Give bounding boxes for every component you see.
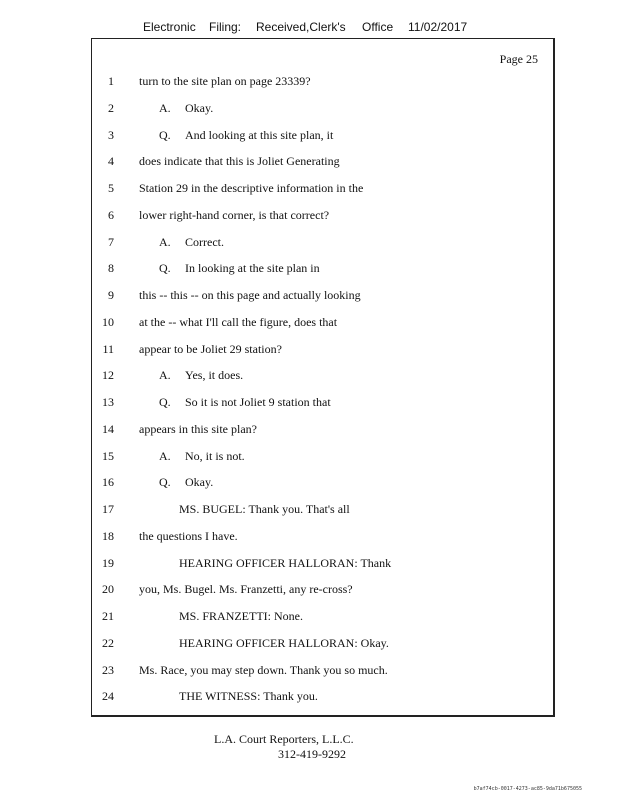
line-number: 2	[108, 100, 114, 115]
speaker-label: Q.	[159, 261, 171, 276]
line-number: 20	[102, 582, 114, 597]
line-number: 10	[102, 314, 114, 329]
line-number: 15	[102, 448, 114, 463]
speaker-label: A.	[159, 234, 171, 249]
line-text	[139, 287, 361, 303]
line-text	[139, 367, 243, 383]
filing-header	[143, 20, 467, 34]
line-number: 13	[102, 395, 114, 409]
transcript-line	[92, 260, 552, 276]
line-number: 3	[108, 127, 114, 142]
line-text	[139, 100, 213, 116]
line-text	[139, 127, 333, 143]
line-text	[139, 555, 391, 571]
line-number: 24	[102, 689, 114, 704]
transcript-line	[92, 287, 552, 303]
line-text	[139, 474, 213, 490]
line-number: 6	[108, 207, 114, 222]
transcript-line	[92, 394, 552, 410]
line-body: turn to the site plan on page 23339?	[139, 74, 311, 88]
line-body: lower right-hand corner, is that correct?	[139, 207, 330, 222]
filing-header-date: 11/02/2017	[408, 20, 468, 34]
line-text	[139, 341, 282, 357]
transcript-line	[92, 180, 552, 196]
speaker-label: A.	[159, 100, 171, 115]
line-body: this -- this -- on this page and actually looking	[139, 288, 361, 302]
line-body: MS. BUGEL: Thank you. That's all	[179, 502, 350, 516]
transcript-line	[92, 314, 552, 330]
transcript-line	[92, 367, 552, 383]
speaker-label: Q.	[159, 395, 171, 409]
line-text	[139, 501, 350, 517]
line-body: you, Ms. Bugel. Ms. Franzetti, any re-cross?	[139, 582, 353, 597]
line-text	[139, 581, 353, 597]
speaker-label: A.	[159, 368, 171, 383]
line-text	[139, 528, 238, 544]
transcript-line	[92, 635, 552, 651]
line-body: Ms. Race, you may step down. Thank you so much.	[139, 662, 388, 677]
transcript-line	[92, 528, 552, 544]
transcript-line	[92, 555, 552, 571]
line-number: 9	[108, 288, 114, 302]
line-number: 17	[102, 502, 114, 516]
filing-header-office: Office	[362, 20, 394, 34]
line-text	[139, 153, 340, 169]
filing-header-filing: Filing:	[209, 20, 242, 34]
page-number: Page 25	[499, 52, 538, 66]
line-body: And looking at this site plan, it	[185, 127, 334, 142]
transcript-line	[92, 608, 552, 624]
line-number: 18	[102, 528, 114, 543]
footer-company: L.A. Court Reporters, L.L.C.	[214, 732, 354, 746]
transcript-line	[92, 127, 552, 143]
line-number: 4	[108, 154, 114, 169]
transcript-line	[92, 501, 552, 517]
line-number: 12	[102, 368, 114, 383]
line-text	[139, 688, 318, 704]
transcript-line	[92, 341, 552, 357]
speaker-label: Q.	[159, 127, 171, 142]
line-text	[139, 207, 329, 223]
line-text	[139, 260, 320, 276]
line-number: 16	[102, 475, 114, 490]
transcript-line	[92, 153, 552, 169]
transcript-line	[92, 448, 552, 464]
line-number: 7	[108, 234, 114, 249]
line-text	[139, 662, 388, 678]
transcript-line	[92, 421, 552, 437]
line-body: the questions I have.	[139, 528, 238, 543]
line-text	[139, 180, 363, 196]
line-body: MS. FRANZETTI: None.	[179, 609, 303, 623]
transcript-line	[92, 581, 552, 597]
line-body: at the -- what I'll call the figure, does that	[139, 314, 338, 329]
transcript-line	[92, 688, 552, 704]
line-body: Okay.	[185, 475, 214, 490]
line-body: In looking at the site plan in	[185, 261, 320, 276]
speaker-label: Q.	[159, 475, 171, 490]
transcript-line	[92, 73, 552, 89]
transcript-line	[92, 662, 552, 678]
line-number: 19	[102, 555, 114, 570]
transcript-line	[92, 100, 552, 116]
line-body: So it is not Joliet 9 station that	[185, 395, 331, 409]
line-text	[139, 421, 257, 437]
line-number: 21	[102, 609, 114, 623]
transcript-page	[91, 38, 555, 717]
speaker-label: A.	[159, 448, 171, 463]
transcript-line	[92, 234, 552, 250]
line-body: THE WITNESS: Thank you.	[179, 689, 318, 704]
line-body: HEARING OFFICER HALLORAN: Okay.	[179, 635, 389, 650]
line-number: 11	[102, 341, 114, 356]
line-text	[139, 448, 245, 464]
line-text	[139, 635, 389, 651]
footer-phone: 312-419-9292	[278, 747, 346, 761]
line-number: 1	[108, 74, 114, 88]
line-body: No, it is not.	[185, 448, 245, 463]
line-body: appears in this site plan?	[139, 421, 257, 436]
line-body: Okay.	[185, 100, 214, 115]
line-body: Correct.	[185, 234, 224, 249]
line-body: Station 29 in the descriptive information in the	[139, 181, 364, 195]
line-number: 22	[102, 635, 114, 650]
line-body: does indicate that this is Joliet Generating	[139, 154, 340, 169]
line-number: 5	[108, 181, 114, 195]
line-number: 8	[108, 261, 114, 276]
line-body: HEARING OFFICER HALLORAN: Thank	[179, 555, 392, 570]
line-text	[139, 234, 224, 250]
line-body: appear to be Joliet 29 station?	[139, 341, 282, 356]
line-number: 14	[102, 421, 114, 436]
line-text	[139, 314, 337, 330]
transcript-line	[92, 474, 552, 490]
document-id: b7af74cb-0017-4273-ac85-9da71b675055	[473, 786, 582, 792]
line-body: Yes, it does.	[185, 368, 244, 383]
transcript-line	[92, 207, 552, 223]
filing-header-electronic: Electronic	[143, 20, 196, 34]
filing-header-received: Received,Clerk's	[256, 20, 346, 34]
line-number: 23	[102, 662, 114, 677]
line-text	[139, 608, 303, 624]
line-text	[139, 394, 331, 410]
line-text	[139, 73, 311, 89]
